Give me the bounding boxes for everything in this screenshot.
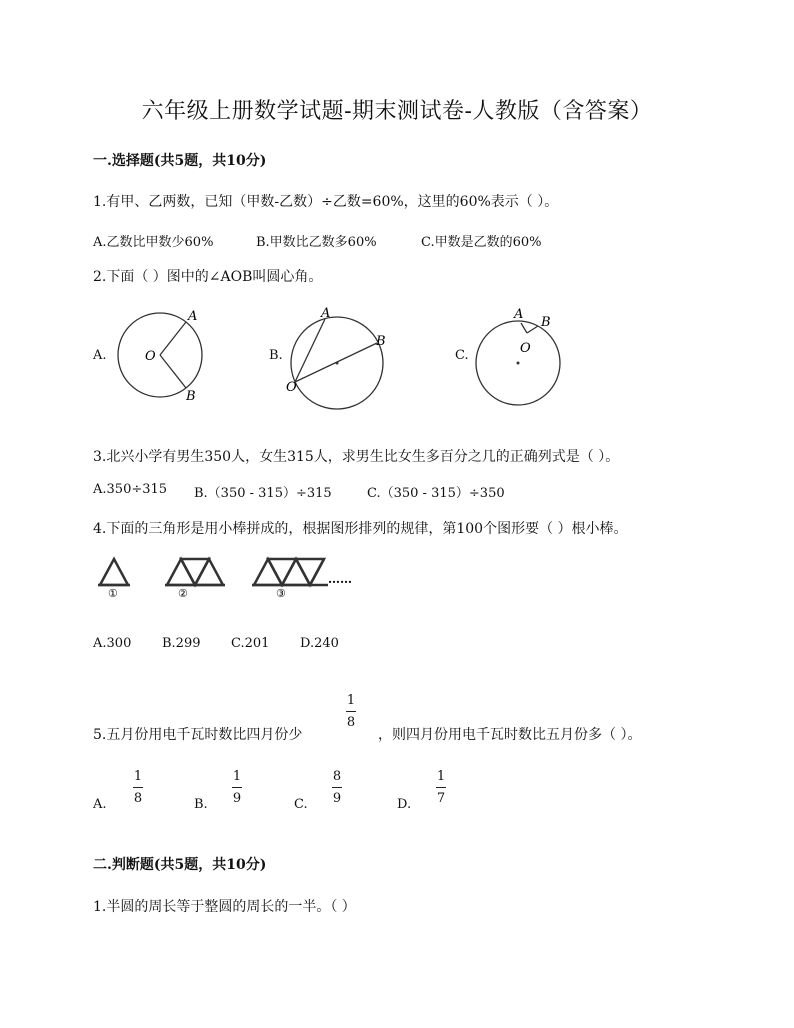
q5-option-b-label: B. (194, 797, 208, 812)
fraction-denominator: 7 (436, 791, 446, 806)
judgement-question-1-text: 1.半圆的周长等于整圆的周长的一半。（ ） (93, 899, 356, 915)
q4-option-a: A.300 (93, 636, 132, 651)
q2-circle-figure-c (470, 305, 580, 410)
figure-3-label: ③ (276, 587, 286, 600)
q5-option-b-fraction (232, 770, 242, 805)
fraction-numerator: 1 (232, 769, 242, 784)
section-heading-choice: 一.选择题(共5题，共10分) (93, 153, 267, 169)
q5-option-c-fraction (332, 770, 342, 805)
question-1-text: 1.有甲、乙两数，已知（甲数-乙数）÷乙数=60%，这里的60%表示（ ）。 (93, 194, 559, 210)
q4-option-d: D.240 (300, 636, 339, 651)
fraction-denominator: 8 (346, 715, 356, 730)
point-a-label: A (514, 307, 524, 322)
point-a-label: A (321, 306, 331, 321)
figure-ellipsis: …… (328, 572, 352, 586)
q3-option-c: C.（350 - 315）÷350 (367, 486, 505, 501)
point-a-label: A (188, 309, 198, 324)
question-5-text-before: 5.五月份用电千瓦时数比四月份少 (93, 727, 303, 743)
fraction-numerator: 1 (133, 769, 143, 784)
q2-option-c-label: C. (455, 348, 469, 363)
figure-2-label: ② (178, 587, 188, 600)
q4-option-b: B.299 (162, 636, 201, 651)
section-heading-judgement: 二.判断题(共5题，共10分) (93, 857, 267, 873)
q2-circle-figure-b (283, 305, 403, 410)
q5-option-d-fraction (436, 770, 446, 805)
figure-1-label: ① (108, 587, 118, 600)
q2-option-a-label: A. (93, 348, 107, 363)
point-o-label: O (286, 380, 297, 395)
q3-option-b: B.（350 - 315）÷315 (194, 486, 332, 501)
q4-triangle-sticks-figure (92, 553, 372, 601)
point-b-label: B (541, 315, 551, 330)
q2-circle-figure-a (110, 305, 220, 405)
question-5-text-after: ，则四月份用电千瓦时数比五月份多（ ）。 (378, 727, 642, 743)
fraction-numerator: 8 (332, 769, 342, 784)
q2-option-b-label: B. (269, 348, 283, 363)
fraction-denominator: 9 (332, 791, 342, 806)
point-b-label: B (186, 389, 196, 404)
q5-option-a-label: A. (93, 797, 107, 812)
q5-fraction (346, 694, 356, 729)
fraction-numerator: 1 (436, 769, 446, 784)
fraction-denominator: 9 (232, 791, 242, 806)
q3-option-a: A.350÷315 (93, 482, 168, 497)
question-3-text: 3.北兴小学有男生350人，女生315人，求男生比女生多百分之几的正确列式是（ ）。 (93, 449, 620, 465)
question-2-text: 2.下面（ ）图中的∠AOB叫圆心角。 (93, 269, 323, 285)
page-title: 六年级上册数学试题-期末测试卷-人教版（含答案） (141, 99, 653, 124)
point-o-label: O (520, 341, 531, 356)
q5-option-d-label: D. (397, 797, 412, 812)
q5-option-a-fraction (133, 770, 143, 805)
point-o-label: O (145, 349, 156, 364)
q4-option-c: C.201 (231, 636, 270, 651)
question-4-text: 4.下面的三角形是用小棒拼成的，根据图形排列的规律，第100个图形要（ ）根小棒。 (93, 521, 628, 537)
point-b-label: B (376, 334, 386, 349)
q1-option-c: C.甲数是乙数的60% (421, 235, 542, 250)
q1-option-b: B.甲数比乙数多60% (256, 235, 377, 250)
fraction-numerator: 1 (346, 693, 356, 708)
q1-option-a: A.乙数比甲数少60% (93, 235, 214, 250)
q5-option-c-label: C. (294, 797, 308, 812)
fraction-denominator: 8 (133, 791, 143, 806)
